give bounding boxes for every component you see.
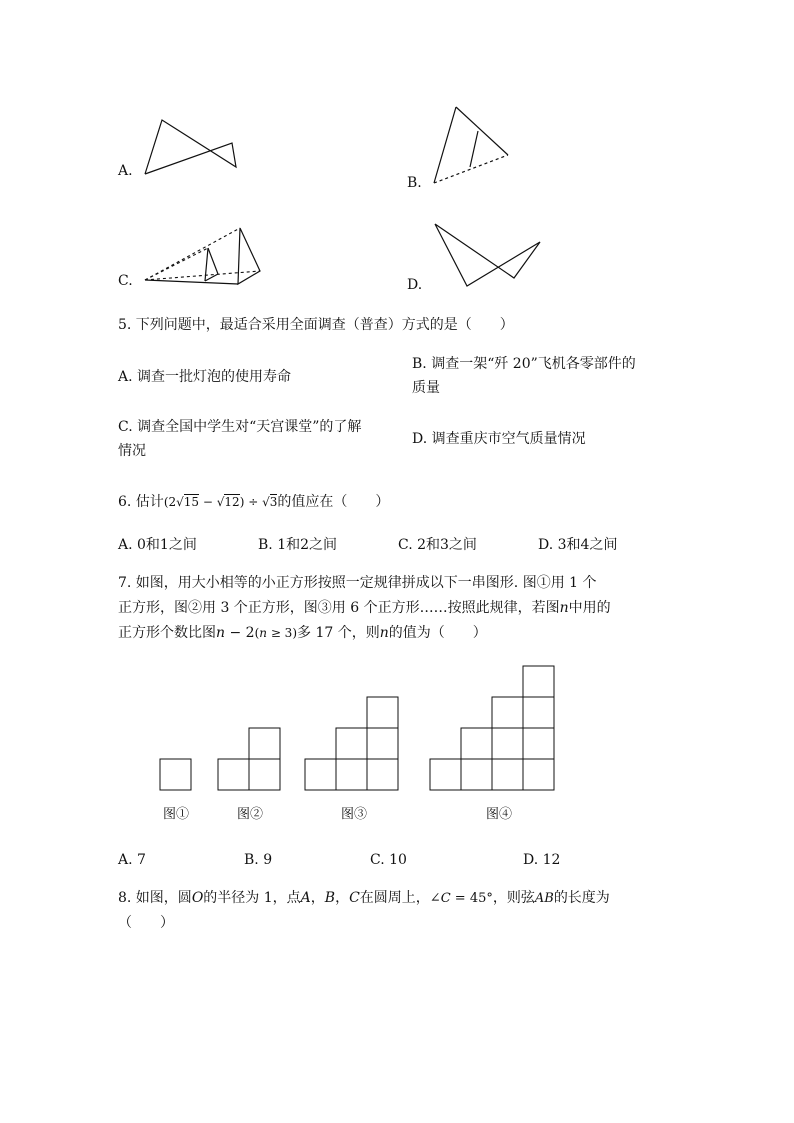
- line3-text-a: 正方形个数比图: [118, 625, 216, 641]
- divide-sign: ÷: [244, 495, 263, 509]
- radicand-12: 12: [224, 495, 240, 509]
- var-n: n: [559, 600, 569, 616]
- figure-1-caption: 图①: [163, 807, 190, 822]
- var-n: n: [379, 625, 389, 641]
- question-7-option-a: A. 7: [118, 852, 146, 868]
- var-C: C: [440, 891, 451, 906]
- line3-text-c: 的值为（ ）: [388, 625, 487, 641]
- var-AB: AB: [534, 891, 554, 906]
- q8-text-2: 的半径为 1，点: [203, 890, 301, 906]
- question-7-option-c: C. 10: [370, 852, 407, 868]
- minus-two: − 2: [225, 625, 255, 641]
- figure-2-caption: 图②: [237, 807, 264, 822]
- line2-text-a: 正方形，图②用 3 个正方形，图③用 6 个正方形……按照此规律，若图: [118, 600, 560, 616]
- question-5-stem: 5. 下列问题中，最适合采用全面调查（普查）方式的是（ ）: [118, 317, 514, 333]
- angle-value: = 45°: [450, 891, 493, 906]
- question-6-option-a: A. 0和1之间: [118, 537, 197, 553]
- option-a-label: A.: [118, 163, 133, 179]
- var-A: A: [300, 890, 311, 906]
- question-6-prefix: 6. 估计: [118, 494, 164, 510]
- figure-4-caption: 图④: [486, 807, 513, 822]
- figure-b-drawing: [428, 103, 518, 193]
- question-5-option-a: A. 调查一批灯泡的使用寿命: [118, 369, 292, 385]
- radicand-3: 3: [269, 495, 278, 509]
- radical-sign-icon: √: [176, 495, 184, 509]
- q8-text-4: ，则弦: [492, 890, 535, 906]
- radical-sign-icon: √: [262, 495, 270, 509]
- question-7-line2: [118, 596, 611, 620]
- q8-text-5: 的长度为: [553, 890, 610, 906]
- question-7-line3: [118, 621, 487, 645]
- question-8-line1: [118, 886, 610, 911]
- question-6-option-d: D. 3和4之间: [538, 537, 618, 553]
- sqrt-3: [262, 494, 277, 509]
- option-d-label: D.: [407, 277, 423, 293]
- question-7-option-d: D. 12: [523, 852, 561, 868]
- sqrt-12: [217, 494, 240, 509]
- question-5-option-d: D. 调查重庆市空气质量情况: [412, 431, 586, 447]
- figure-a-drawing: [140, 115, 250, 185]
- condition-open: (: [254, 626, 260, 640]
- var-B: B: [324, 890, 336, 906]
- coefficient: 2: [168, 495, 177, 509]
- q8-text-1: 8. 如图，圆: [118, 890, 192, 906]
- line2-text-b: 中用的: [568, 600, 611, 616]
- figure-d-drawing: [430, 220, 550, 290]
- close-paren: ): [239, 495, 245, 509]
- figure-c-drawing: [140, 222, 270, 292]
- question-6-option-b: B. 1和2之间: [258, 537, 338, 553]
- question-5-option-b-line2: 质量: [412, 380, 440, 396]
- staircase-figures: [155, 660, 575, 800]
- question-5-option-b-line1: B. 调查一架“歼 20”飞机各零部件的: [412, 356, 636, 372]
- radicand-15: 15: [183, 495, 200, 509]
- question-5-option-c-line1: C. 调查全国中学生对“天宫课堂”的了解: [118, 419, 362, 435]
- var-n: n: [216, 625, 226, 641]
- radical-sign-icon: √: [216, 495, 225, 509]
- line3-text-b: 多 17 个，则: [297, 625, 380, 641]
- angle-icon: ∠: [429, 891, 441, 906]
- sqrt-15: [176, 494, 199, 509]
- question-6-option-c: C. 2和3之间: [398, 537, 477, 553]
- question-6-suffix: 的值应在（ ）: [277, 494, 390, 510]
- var-C: C: [349, 890, 360, 906]
- open-paren: (: [163, 495, 169, 509]
- option-b-label: B.: [407, 175, 422, 191]
- condition-rest: ≥ 3): [267, 626, 297, 640]
- question-5-option-c-line2: 情况: [118, 443, 146, 459]
- minus-sign: −: [199, 495, 217, 509]
- option-c-label: C.: [118, 273, 133, 289]
- var-O: O: [191, 890, 204, 906]
- var-n: n: [259, 626, 267, 640]
- question-8-line2: （ ）: [118, 915, 174, 931]
- figure-3-caption: 图③: [341, 807, 368, 822]
- q8-sep-1: ，: [310, 890, 325, 906]
- question-7-option-b: B. 9: [244, 852, 273, 868]
- q8-sep-2: ，: [335, 890, 350, 906]
- q8-text-3: 在圆周上，: [359, 890, 430, 906]
- question-6-stem: [118, 490, 389, 514]
- question-7-line1: 7. 如图，用大小相等的小正方形按照一定规律拼成以下一串图形. 图①用 1 个: [118, 575, 597, 591]
